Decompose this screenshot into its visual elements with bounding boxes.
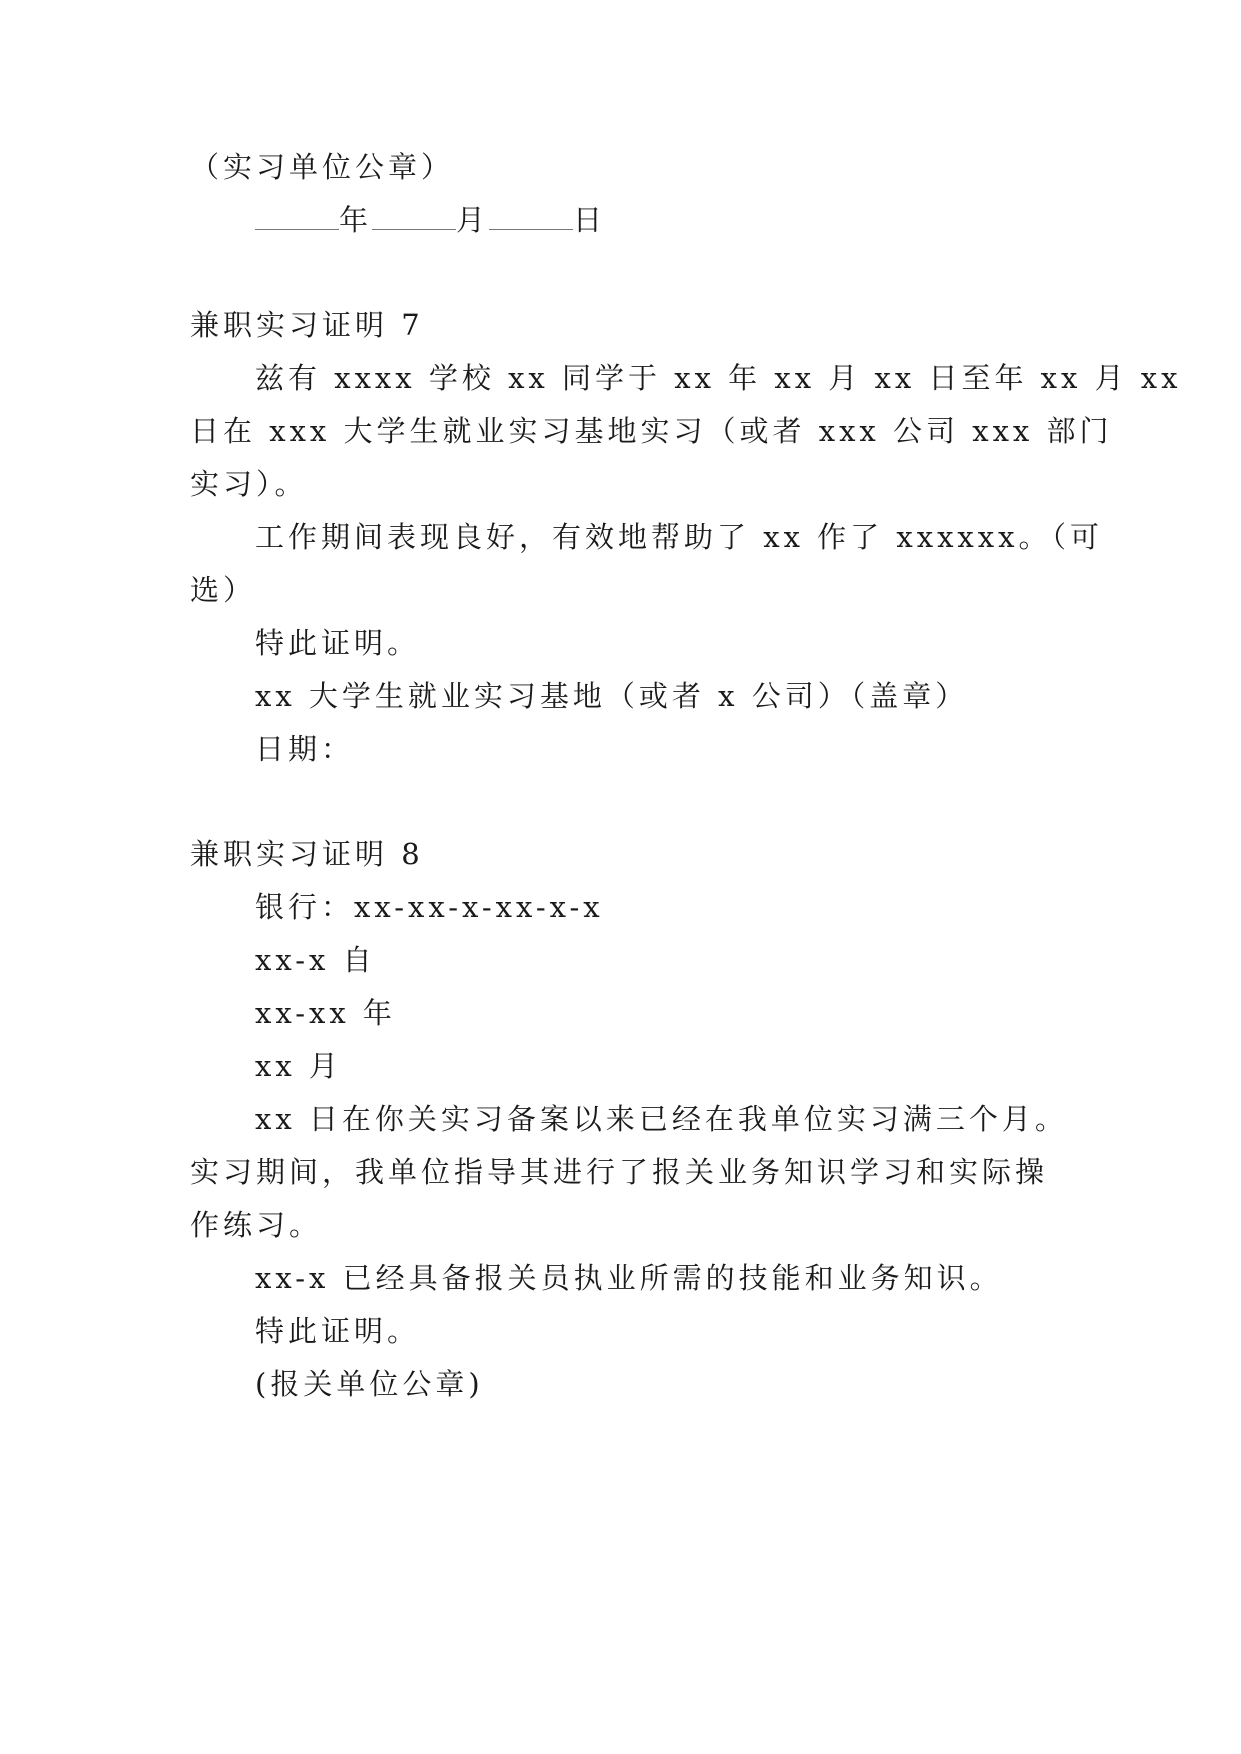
month-label: 月 bbox=[456, 203, 490, 237]
seal-line: （实习单位公章） bbox=[190, 150, 455, 184]
section-8-para1-line1: xx 日在你关实习备案以来已经在我单位实习满三个月。 bbox=[255, 1102, 1068, 1136]
section-7-para1-line2: 日在 xxx 大学生就业实习基地实习（或者 xxx 公司 xxx 部门 bbox=[190, 414, 1113, 448]
section-7-para2-line2: 选） bbox=[190, 573, 257, 607]
section-8-title: 兼职实习证明 8 bbox=[190, 837, 424, 871]
day-label: 日 bbox=[573, 203, 607, 237]
section-7-title: 兼职实习证明 7 bbox=[190, 308, 424, 342]
section-8-bank-line: 银行：xx-xx-x-xx-x-x bbox=[255, 890, 604, 924]
year-label: 年 bbox=[339, 203, 373, 237]
day-blank bbox=[489, 201, 573, 230]
section-8-line4: xx 月 bbox=[255, 1049, 342, 1083]
date-line bbox=[255, 200, 606, 240]
section-8-closing: 特此证明。 bbox=[255, 1314, 421, 1348]
month-blank bbox=[372, 201, 456, 230]
section-8-para1-line3: 作练习。 bbox=[190, 1208, 323, 1242]
year-blank bbox=[255, 201, 339, 230]
section-8-seal: (报关单位公章) bbox=[255, 1367, 484, 1401]
section-8-line2: xx-x 自 bbox=[255, 943, 376, 977]
section-7-para2-line1: 工作期间表现良好，有效地帮助了 xx 作了 xxxxxx。（可 bbox=[255, 520, 1103, 554]
section-8-para1-line2: 实习期间，我单位指导其进行了报关业务知识学习和实际操 bbox=[190, 1155, 1049, 1189]
section-7-signer: xx 大学生就业实习基地（或者 x 公司）（盖章） bbox=[255, 679, 969, 713]
section-8-para2: xx-x 已经具备报关员执业所需的技能和业务知识。 bbox=[255, 1261, 1003, 1295]
section-7-closing: 特此证明。 bbox=[255, 626, 421, 660]
section-7-date: 日期： bbox=[255, 732, 355, 766]
section-7-para1-line3: 实习）。 bbox=[190, 467, 308, 501]
section-7-para1-line1: 兹有 xxxx 学校 xx 同学于 xx 年 xx 月 xx 日至年 xx 月 xx bbox=[255, 361, 1182, 395]
section-8-line3: xx-xx 年 bbox=[255, 996, 396, 1030]
